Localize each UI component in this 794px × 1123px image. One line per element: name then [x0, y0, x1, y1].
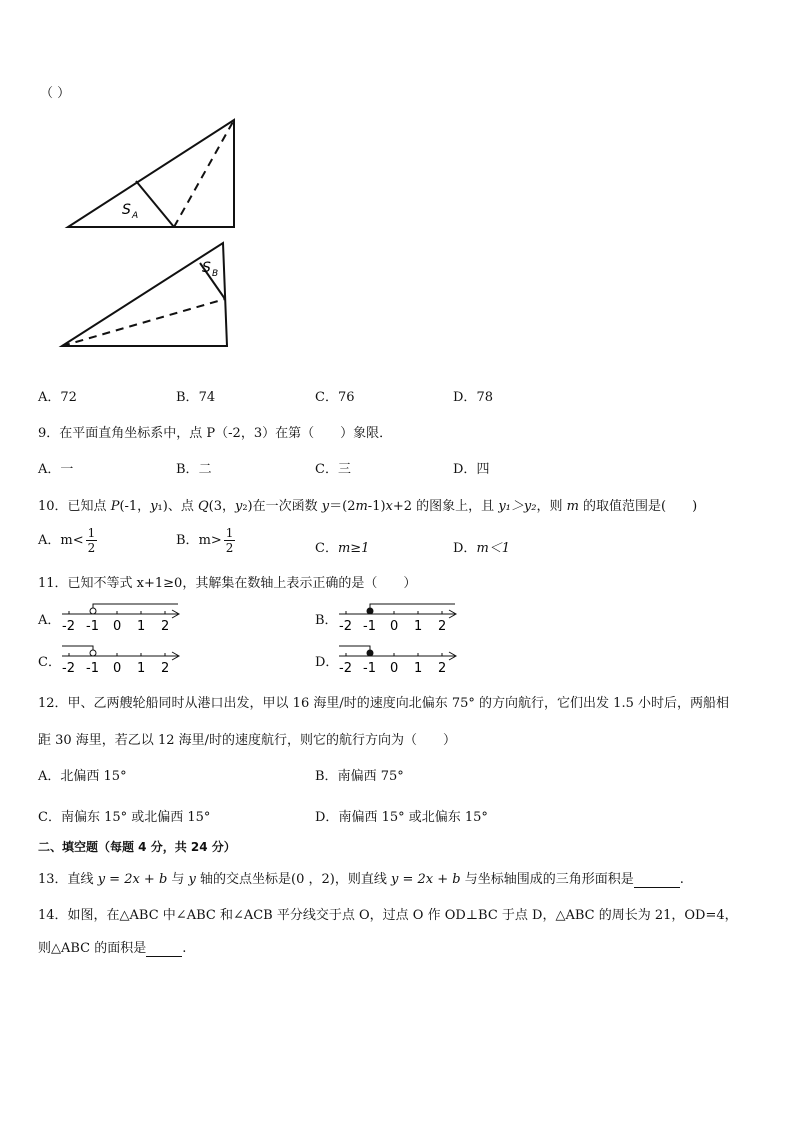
q10-option-c[interactable]: C．m≥1 — [315, 541, 370, 556]
q12-stem-line2: 距 30 海里，若乙以 12 海里/时的速度航行，则它的航行方向为（ ） — [38, 733, 456, 748]
q12-option-c[interactable]: C．南偏东 15° 或北偏西 15° — [38, 810, 211, 825]
svg-text:2: 2 — [438, 619, 447, 634]
q9-option-c[interactable]: C．三 — [315, 462, 351, 477]
svg-text:1: 1 — [414, 619, 423, 634]
svg-text:-1: -1 — [363, 661, 376, 676]
svg-text:1: 1 — [414, 661, 423, 676]
number-line-b — [335, 602, 465, 634]
q10-option-a[interactable]: A．m< $\frac{1}{2}$ — [38, 526, 96, 555]
q11-option-d-letter[interactable]: D． — [315, 655, 339, 670]
number-line-c — [58, 644, 188, 676]
svg-text:-2: -2 — [339, 619, 352, 634]
triangle-figure-a — [60, 112, 250, 236]
q12-option-d[interactable]: D．南偏西 15° 或北偏东 15° — [315, 810, 488, 825]
q12-option-a[interactable]: A．北偏西 15° — [38, 769, 127, 784]
svg-text:1: 1 — [137, 661, 146, 676]
q8-option-b[interactable]: B．74 — [176, 390, 216, 405]
svg-text:0: 0 — [390, 661, 399, 676]
number-line-d — [335, 644, 465, 676]
answer-blank[interactable] — [146, 941, 182, 957]
q8-option-a[interactable]: A．72 — [38, 390, 77, 405]
svg-text:-1: -1 — [86, 619, 99, 634]
svg-text:0: 0 — [390, 619, 399, 634]
svg-text:-2: -2 — [339, 661, 352, 676]
number-line-a — [58, 602, 188, 634]
svg-text:0: 0 — [113, 661, 122, 676]
svg-text:-1: -1 — [363, 619, 376, 634]
fig-a-sub: A — [132, 211, 139, 221]
q11-option-b-letter[interactable]: B． — [315, 613, 338, 628]
q14-stem-line1: 14．如图，在△ABC 中∠ABC 和∠ACB 平分线交于点 O，过点 O 作 OD⊥BC 于点 D，△ABC 的周长为 21，OD=4， — [38, 908, 738, 923]
fig-a-label: S — [122, 202, 131, 218]
svg-text:2: 2 — [161, 619, 170, 634]
svg-text:1: 1 — [137, 619, 146, 634]
q9-option-d[interactable]: D．四 — [453, 462, 490, 477]
svg-text:2: 2 — [438, 661, 447, 676]
q9-option-b[interactable]: B．二 — [176, 462, 212, 477]
svg-text:-2: -2 — [62, 619, 75, 634]
svg-text:2: 2 — [161, 661, 170, 676]
q8-option-d[interactable]: D．78 — [453, 390, 493, 405]
q8-option-c[interactable]: C．76 — [315, 390, 355, 405]
fig-b-sub: B — [212, 269, 219, 279]
q12-option-b[interactable]: B．南偏西 75° — [315, 769, 404, 784]
fraction-one-half: $\frac{1}{2}$ — [225, 526, 234, 555]
q12-stem-line1: 12．甲、乙两艘轮船同时从港口出发，甲以 16 海里/时的速度向北偏东 75° 的方向航行，它们出发 1.5 小时后，两船相 — [38, 696, 729, 711]
q10-stem: 10．已知点 P(-1，y₁)、点 Q(3，y₂)在一次函数 y＝(2m-1)x+2 的图象上，且 y₁＞y₂，则 m 的取值范围是( ) — [38, 499, 698, 514]
q10-option-d[interactable]: D．m＜1 — [453, 541, 511, 556]
svg-text:-1: -1 — [86, 661, 99, 676]
answer-blank[interactable] — [634, 872, 680, 888]
svg-text:-2: -2 — [62, 661, 75, 676]
section-2-title: 二、填空题（每题 4 分，共 24 分） — [38, 840, 236, 854]
fig-b-label: S — [202, 260, 211, 276]
q14-stem-line2: 则△ABC 的面积是 . — [38, 941, 187, 956]
fraction-one-half: $\frac{1}{2}$ — [87, 526, 96, 555]
q9-option-a[interactable]: A．一 — [38, 462, 74, 477]
q8-paren: （ ） — [40, 86, 71, 101]
q11-option-a-letter[interactable]: A． — [38, 613, 61, 628]
triangle-figure-b — [56, 236, 236, 354]
q10-option-b[interactable]: B．m> $\frac{1}{2}$ — [176, 526, 234, 555]
svg-text:0: 0 — [113, 619, 122, 634]
q9-stem: 9．在平面直角坐标系中，点 P（-2，3）在第（ ）象限． — [38, 426, 393, 441]
q13-stem: 13．直线 y = 2x + b 与 y 轴的交点坐标是(0 ，2)，则直线 y = 2x + b 与坐标轴围成的三角形面积是 . — [38, 872, 684, 887]
q11-stem: 11．已知不等式 x+1≥0，其解集在数轴上表示正确的是（ ） — [38, 576, 417, 591]
q11-option-c-letter[interactable]: C． — [38, 655, 61, 670]
